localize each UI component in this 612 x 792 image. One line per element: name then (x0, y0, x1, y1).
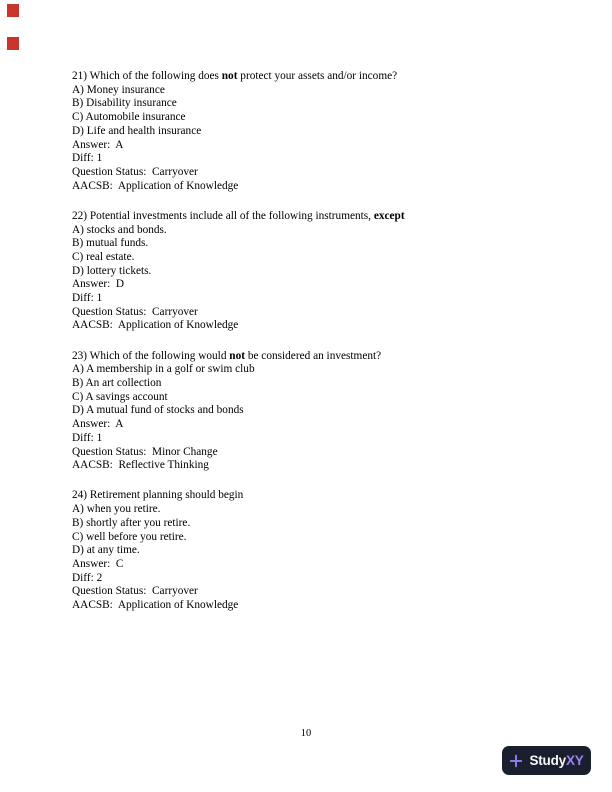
answer-line: Answer: A (72, 138, 124, 151)
choice-c: C) A savings account (72, 390, 168, 403)
choice-b: B) shortly after you retire. (72, 516, 191, 529)
choice-b: B) mutual funds. (72, 237, 149, 250)
question-status-line: Question Status: Minor Change (72, 445, 218, 458)
question-list (72, 70, 540, 629)
choice-a: A) A membership in a golf or swim club (72, 363, 255, 376)
choice-a: A) when you retire. (72, 503, 161, 516)
question-stem (72, 350, 540, 364)
choice-c: C) real estate. (72, 250, 135, 263)
question-stem (72, 70, 540, 84)
stem-bold-word: not (229, 349, 245, 362)
question-block (72, 70, 540, 193)
redaction-mark-bottom (7, 37, 19, 50)
question-status-line: Question Status: Carryover (72, 585, 198, 598)
aacsb-line: AACSB: Reflective Thinking (72, 459, 209, 472)
choice-b: B) Disability insurance (72, 97, 177, 110)
brand-wordmark (529, 753, 583, 768)
aacsb-line: AACSB: Application of Knowledge (72, 319, 239, 332)
diff-line: Diff: 1 (72, 152, 103, 165)
diff-line: Diff: 1 (72, 431, 103, 444)
question-stem (72, 210, 540, 224)
answer-line: Answer: D (72, 278, 125, 291)
diff-line: Diff: 2 (72, 571, 103, 584)
choice-a: A) Money insurance (72, 83, 165, 96)
stem-text: 21) Which of the following does (72, 70, 222, 82)
answer-line: Answer: A (72, 418, 124, 431)
stem-text: 24) Retirement planning should begin (72, 489, 244, 502)
question-block (72, 489, 540, 612)
choice-d: D) at any time. (72, 544, 140, 557)
page-number: 10 (300, 728, 312, 739)
aacsb-line: AACSB: Application of Knowledge (72, 599, 239, 612)
choice-a: A) stocks and bonds. (72, 223, 167, 236)
choice-d: D) lottery tickets. (72, 264, 152, 277)
plus-icon (509, 754, 523, 768)
brand-name-accent: XY (565, 753, 584, 768)
redaction-mark-top (7, 4, 19, 17)
stem-bold-word: not (221, 70, 238, 82)
aacsb-line: AACSB: Application of Knowledge (72, 179, 239, 192)
studyxy-logo[interactable] (502, 746, 591, 775)
answer-line: Answer: C (72, 558, 124, 570)
choice-d: D) Life and health insurance (72, 124, 202, 137)
choice-c: C) well before you retire. (72, 530, 187, 543)
stem-text-end: be considered an investment? (245, 349, 382, 362)
stem-text-end: protect your assets and/or income? (237, 70, 398, 82)
diff-line: Diff: 1 (72, 292, 103, 305)
choice-d: D) A mutual fund of stocks and bonds (72, 404, 244, 417)
question-stem (72, 489, 540, 503)
question-block (72, 210, 540, 333)
stem-text: 22) Potential investments include all of the following instruments, (72, 209, 374, 222)
choice-b: B) An art collection (72, 377, 162, 390)
choice-c: C) Automobile insurance (72, 111, 186, 124)
question-status-line: Question Status: Carryover (72, 165, 198, 178)
stem-text: 23) Which of the following would (72, 349, 230, 362)
stem-bold-word: except (373, 209, 405, 222)
question-status-line: Question Status: Carryover (72, 305, 198, 318)
question-block (72, 350, 540, 473)
brand-name-primary: Study (529, 753, 566, 768)
